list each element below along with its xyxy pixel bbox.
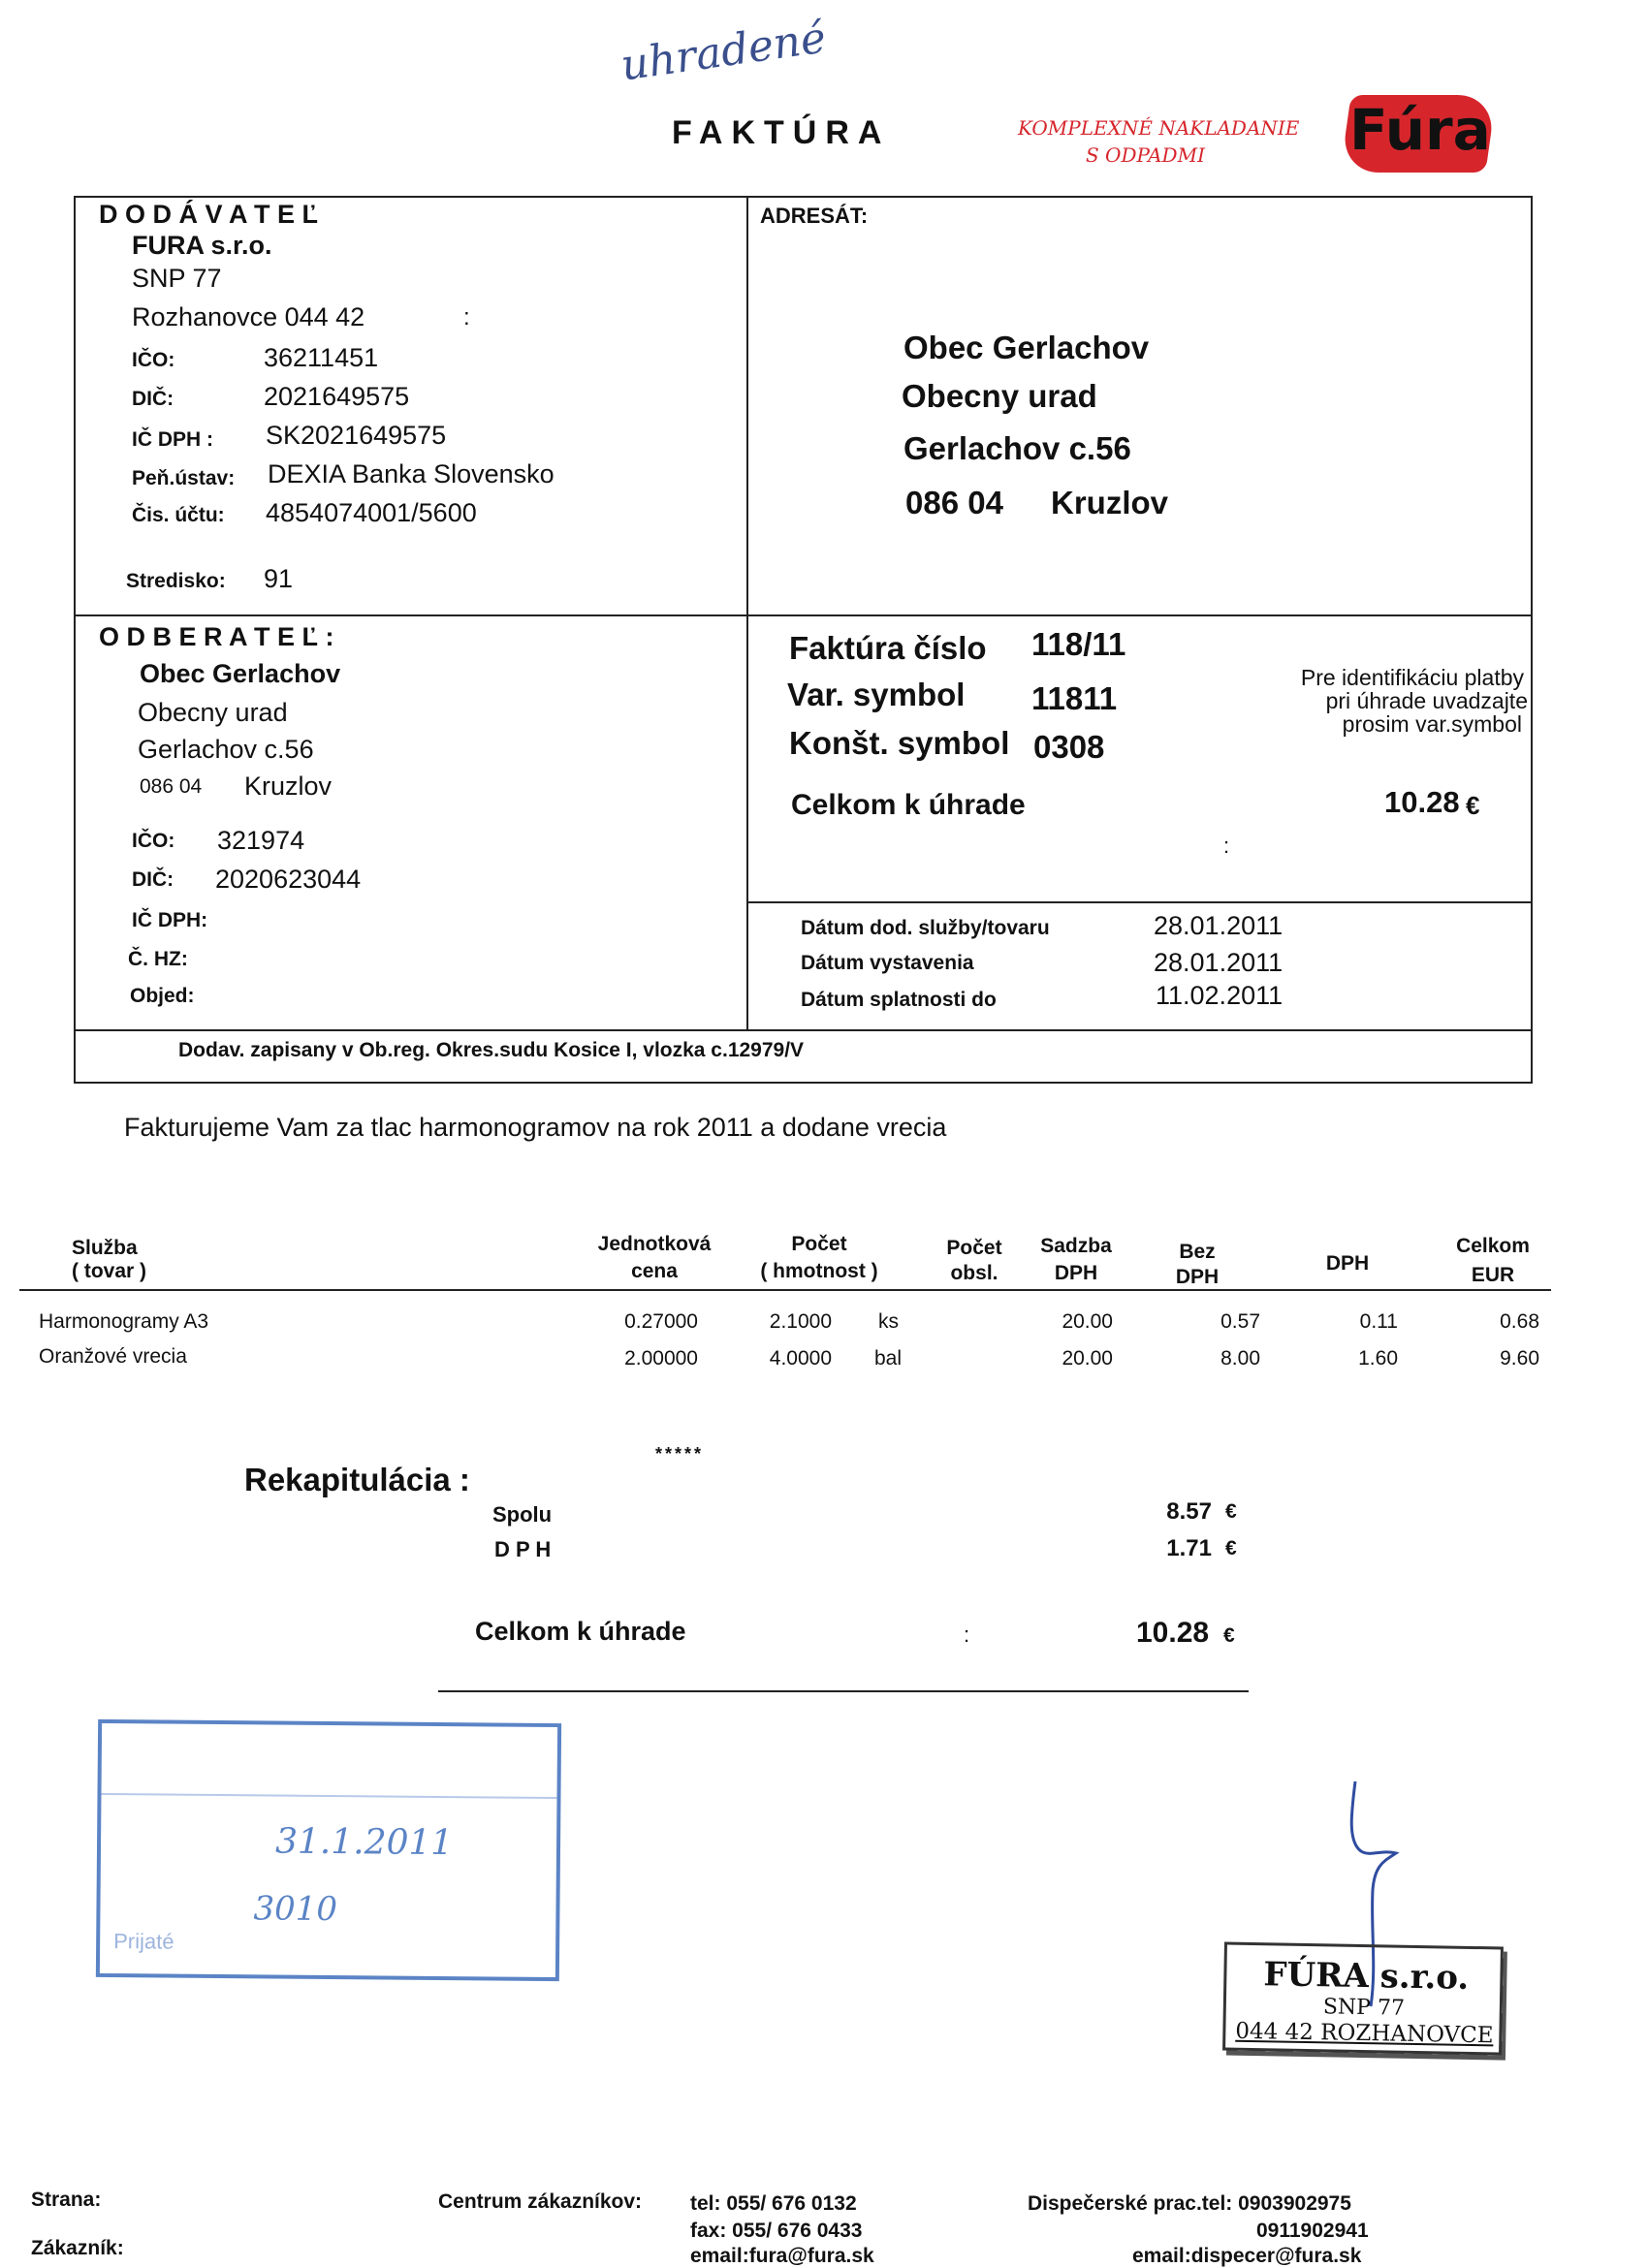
supplier-account: 4854074001/5600 — [266, 498, 477, 527]
customer-hz-label: Č. HZ: — [128, 948, 188, 970]
supplier-bank: DEXIA Banka Slovensko — [268, 459, 555, 488]
supplier-ico-label: IČO: — [132, 349, 175, 371]
col-total: Celkom — [1456, 1235, 1530, 1257]
addressee-line-1: Obec Gerlachov — [903, 330, 1150, 365]
col-net: Bez — [1179, 1241, 1216, 1263]
invoice-number: 118/11 — [1031, 626, 1126, 662]
customer-city: Kruzlov — [244, 772, 333, 801]
supplier-ico: 36211451 — [264, 343, 379, 372]
addressee-city: Kruzlov — [1051, 485, 1169, 520]
addressee-zip: 086 04 — [905, 485, 1003, 520]
item-qty: 4.0000 — [769, 1347, 832, 1370]
invoice-description: Fakturujeme Vam za tlac harmonogramov na rok 2011 a dodane vrecia — [124, 1113, 947, 1142]
received-date: 31.1.2011 — [274, 1821, 454, 1864]
col-vat: DPH — [1325, 1252, 1370, 1275]
recap-total-currency: € — [1223, 1624, 1235, 1647]
customer-zip: 086 04 — [140, 775, 203, 798]
invoice-number-label: Faktúra číslo — [789, 630, 987, 666]
delivery-date-label: Dátum dod. služby/tovaru — [801, 917, 1050, 939]
addressee-line-2: Obecny urad — [902, 378, 1097, 414]
footer-page-label: Strana: — [31, 2189, 102, 2211]
customer-order-label: Objed: — [130, 985, 195, 1007]
const-symbol-label: Konšt. symbol — [789, 725, 1010, 761]
recap-sum-currency: € — [1225, 1500, 1237, 1523]
footer-dispatch-email: email:dispecer@fura.sk — [1132, 2245, 1362, 2267]
frame-divider-top — [74, 614, 1533, 616]
col-total-sub: EUR — [1471, 1264, 1515, 1286]
received-stamp-rule — [101, 1793, 556, 1799]
col-served-sub: obsl. — [950, 1262, 998, 1284]
supplier-bank-label: Peň.ústav: — [132, 467, 236, 489]
frame-divider-vertical — [746, 196, 748, 1029]
supplier-colon: : — [463, 304, 470, 331]
footer-email: email:fura@fura.sk — [690, 2245, 874, 2267]
item-unit: ks — [878, 1310, 899, 1333]
recap-vat: 1.71 — [1166, 1535, 1212, 1561]
recap-total-colon: : — [964, 1622, 970, 1647]
footer-fax: fax: 055/ 676 0433 — [690, 2220, 863, 2242]
col-served: Počet — [946, 1237, 1002, 1259]
item-unit-price: 2.00000 — [624, 1347, 698, 1370]
item-name: Harmonogramy A3 — [39, 1310, 209, 1333]
col-unit-price-sub: cena — [631, 1260, 678, 1282]
stamp-company-street: SNP 77 — [1322, 1995, 1406, 2021]
supplier-name: FURA s.r.o. — [132, 231, 272, 260]
recap-vat-currency: € — [1225, 1537, 1237, 1559]
col-service: Služba — [72, 1237, 138, 1259]
supplier-center-label: Stredisko: — [126, 570, 226, 592]
col-rate: Sadzba — [1040, 1235, 1112, 1257]
issue-date-label: Dátum vystavenia — [801, 952, 974, 974]
received-stamp — [96, 1719, 561, 1981]
item-vat: 0.11 — [1359, 1310, 1398, 1333]
payment-note-line-2: pri úhrade uvadzajte — [1325, 688, 1528, 713]
delivery-date: 28.01.2011 — [1154, 911, 1284, 940]
customer-line-2: Obecny urad — [138, 698, 288, 727]
col-service-sub: ( tovar ) — [72, 1260, 147, 1282]
customer-ico: 321974 — [217, 826, 305, 855]
customer-ico-label: IČO: — [132, 830, 175, 852]
customer-dic: 2020623044 — [215, 865, 362, 894]
stamp-company-name: FÚRA s.r.o. — [1263, 1955, 1470, 1998]
footer-tel: tel: 055/ 676 0132 — [690, 2192, 857, 2215]
const-symbol: 0308 — [1033, 729, 1105, 765]
frame-divider-registry — [74, 1029, 1533, 1031]
supplier-street: SNP 77 — [132, 264, 222, 293]
total-due-currency: € — [1466, 791, 1480, 820]
supplier-dic: 2021649575 — [264, 382, 410, 411]
supplier-heading: D O D Á V A T E Ľ — [99, 200, 319, 229]
footer-customer-label: Zákazník: — [31, 2237, 124, 2259]
footer-dispatch: Dispečerské prac.tel: 0903902975 — [1028, 2192, 1351, 2215]
table-header-rule — [19, 1289, 1551, 1291]
stamp-company-city: 044 42 ROZHANOVCE — [1235, 2018, 1494, 2049]
customer-line-3: Gerlachov c.56 — [138, 735, 314, 764]
col-net-sub: DPH — [1175, 1266, 1220, 1288]
received-label: Prijaté — [113, 1929, 174, 1954]
var-symbol-label: Var. symbol — [787, 677, 966, 712]
logo-tagline-2: S ODPADMI — [1086, 143, 1205, 167]
col-qty: Počet — [791, 1233, 847, 1255]
recap-underline — [438, 1690, 1249, 1692]
table-end-stars: ***** — [655, 1444, 705, 1464]
addressee-heading: ADRESÁT: — [760, 204, 869, 228]
payment-note-line-3: prosim var.symbol — [1342, 711, 1522, 737]
total-due-colon: : — [1223, 834, 1230, 858]
item-qty: 2.1000 — [769, 1310, 832, 1333]
due-date: 11.02.2011 — [1156, 981, 1284, 1010]
due-date-label: Dátum splatnosti do — [801, 989, 997, 1011]
supplier-dic-label: DIČ: — [132, 388, 174, 410]
handwritten-note: uhradené — [618, 13, 830, 91]
recap-total-label: Celkom k úhrade — [475, 1617, 686, 1646]
recap-sum: 8.57 — [1166, 1498, 1212, 1525]
document-title: FAKTÚRA — [672, 114, 891, 151]
recap-vat-label: D P H — [494, 1537, 552, 1561]
customer-dic-label: DIČ: — [132, 868, 174, 891]
item-total: 9.60 — [1500, 1347, 1539, 1370]
recap-total: 10.28 — [1136, 1617, 1210, 1649]
item-net: 0.57 — [1220, 1310, 1260, 1333]
total-due-amount: 10.28 — [1384, 785, 1460, 819]
footer-dispatch-tel-2: 0911902941 — [1256, 2220, 1369, 2242]
supplier-icdph: SK2021649575 — [266, 421, 447, 450]
logo-tagline: KOMPLEXNÉ NAKLADANIE — [1018, 116, 1300, 140]
supplier-account-label: Čis. účtu: — [132, 504, 225, 526]
total-due-label: Celkom k úhrade — [791, 789, 1026, 821]
col-qty-sub: ( hmotnost ) — [760, 1260, 878, 1282]
item-rate: 20.00 — [1062, 1347, 1113, 1370]
customer-heading: O D B E R A T E Ľ : — [99, 622, 334, 651]
item-unit-price: 0.27000 — [624, 1310, 698, 1333]
footer-center-label: Centrum zákazníkov: — [438, 2190, 643, 2213]
var-symbol: 11811 — [1031, 680, 1118, 716]
company-stamp — [1222, 1941, 1504, 2055]
customer-icdph-label: IČ DPH: — [132, 909, 208, 931]
col-rate-sub: DPH — [1054, 1262, 1098, 1284]
item-rate: 20.00 — [1062, 1310, 1113, 1333]
customer-name: Obec Gerlachov — [140, 659, 341, 688]
supplier-center: 91 — [264, 564, 294, 593]
logo-brand: Fúra — [1349, 97, 1491, 163]
issue-date: 28.01.2011 — [1154, 948, 1284, 977]
frame-divider-dates — [746, 901, 1533, 903]
col-unit-price: Jednotková — [597, 1233, 712, 1255]
supplier-city: Rozhanovce 044 42 — [132, 302, 365, 331]
item-net: 8.00 — [1220, 1347, 1260, 1370]
item-vat: 1.60 — [1358, 1347, 1398, 1370]
supplier-icdph-label: IČ DPH : — [132, 428, 213, 451]
item-unit: bal — [874, 1347, 903, 1370]
registry-note: Dodav. zapisany v Ob.reg. Okres.sudu Kosice I, vlozka c.12979/V — [178, 1039, 805, 1061]
item-total: 0.68 — [1500, 1310, 1539, 1333]
item-name: Oranžové vrecia — [39, 1345, 187, 1368]
recap-sum-label: Spolu — [492, 1502, 553, 1527]
recap-title: Rekapitulácia : — [244, 1462, 470, 1497]
payment-note-line-1: Pre identifikáciu platby — [1300, 665, 1524, 690]
received-number: 3010 — [253, 1889, 338, 1930]
addressee-line-3: Gerlachov c.56 — [903, 430, 1131, 466]
